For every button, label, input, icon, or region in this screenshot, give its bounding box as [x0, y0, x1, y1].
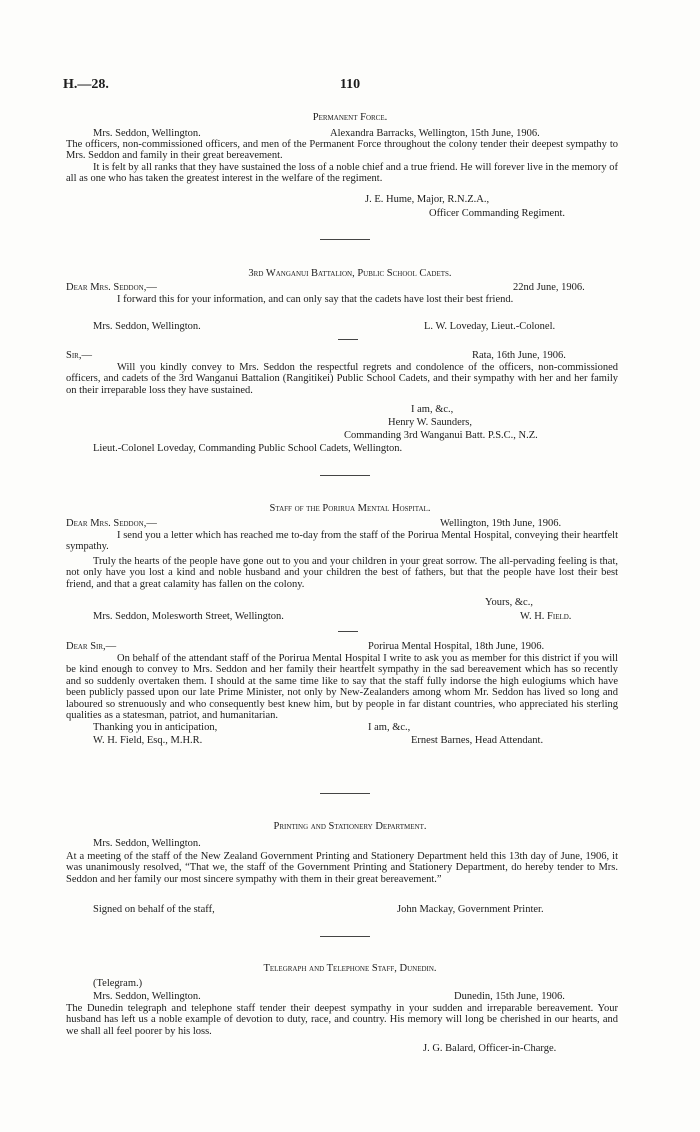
addressee: Mrs. Seddon, Wellington.: [93, 838, 201, 849]
place-date: Dunedin, 15th June, 1906.: [454, 991, 565, 1002]
letter-divider: [338, 339, 358, 340]
section-heading: Telegraph and Telephone Staff, Dunedin.: [263, 963, 437, 974]
place-date: Wellington, 19th June, 1906.: [440, 518, 562, 529]
addressee: W. H. Field, Esq., M.H.R.: [93, 735, 203, 746]
addressee: Mrs. Seddon, Molesworth Street, Wellington.: [93, 611, 284, 622]
addressee: Lieut.-Colonel Loveday, Commanding Public School Cadets, Wellington.: [93, 443, 403, 454]
salutation: Dear Mrs. Seddon,—: [66, 282, 157, 293]
addressee: Mrs. Seddon, Wellington.: [93, 991, 201, 1002]
addressee: Mrs. Seddon, Wellington.: [93, 128, 201, 139]
date: 22nd June, 1906.: [513, 282, 585, 293]
signature-title: Officer Commanding Regiment.: [429, 208, 565, 219]
salutation: Dear Mrs. Seddon,—: [66, 518, 157, 529]
letter-divider: [338, 631, 358, 632]
section-divider: [320, 793, 370, 794]
letter-paragraph: At a meeting of the staff of the New Zealand Government Printing and Stationery Department held this 13th day of June, 1906, it was unanimously resolved, “That we, the staff of the Government Printing and Stationery Department, do hereby tender to Mrs. Seddon and her family our most sincere sympathy with them in their great bereavement.”: [66, 851, 618, 885]
section-divider: [320, 475, 370, 476]
letter-paragraph: Truly the hearts of the people have gone out to you and your children in your great sorrow. The all-pervading feeling is that, not only have you lost a kind and noble husband and your children the best of fathers, but that the people have lost their best friend, and that a great calamity has fallen on the colony.: [66, 556, 618, 590]
section-heading: 3rd Wanganui Battalion, Public School Cadets.: [248, 268, 452, 279]
letter-paragraph: The Dunedin telegraph and telephone staff tender their deepest sympathy in your sudden and irreparable bereavement. Your husband has left us a noble example of devotion to duty, race, and country. His memory will long be cherished in our hearts, and we shall all feel poorer by his loss.: [66, 1003, 618, 1037]
letter-paragraph: On behalf of the attendant staff of the Porirua Mental Hospital I write to ask you as member for this district if you will be kind enough to convey to Mrs. Seddon and her family their heartfelt sympathy in the sad bereavement which has so recently and so suddenly overtaken them. I should at the same time like to say that the staff fully indorse the high eulogiums which have been publicly passed upon our late Prime Minister, not only by New-Zealanders among whom Mr. Seddon has lived so long and laboured so strenuously and who consequently best knew him, but by people in far distant countries, who appreciated his sterling qualities as a statesman, patriot, and humanitarian.: [66, 653, 618, 722]
letter-paragraph: The officers, non-commissioned officers, and men of the Permanent Force throughout the colony tender their deepest sympathy to Mrs. Seddon and family in their great bereavement.: [66, 139, 618, 162]
signature: Ernest Barnes, Head Attendant.: [411, 735, 544, 746]
closing: Yours, &c.,: [485, 597, 533, 608]
place-date: Rata, 16th June, 1906.: [472, 350, 566, 361]
signature: W. H. Field.: [520, 611, 572, 622]
letter-paragraph: It is felt by all ranks that they have sustained the loss of a noble chief and a true friend. He will forever live in the memory of all as one who has taken the greatest interest in the welfare of the regiment.: [66, 162, 618, 185]
place-date: Alexandra Barracks, Wellington, 15th June, 1906.: [330, 128, 540, 139]
salutation: Sir,—: [66, 350, 92, 361]
section-heading: Permanent Force.: [312, 112, 388, 123]
closing: I am, &c.,: [368, 722, 411, 733]
telegram-note: (Telegram.): [93, 978, 143, 989]
thanks-line: Thanking you in anticipation,: [93, 722, 218, 733]
signature: Henry W. Saunders,: [388, 417, 472, 428]
letter-paragraph: I send you a letter which has reached me to-day from the staff of the Porirua Mental Hospital, conveying their heartfelt sympathy.: [66, 530, 618, 553]
document-reference: H.—28.: [63, 77, 109, 92]
section-divider: [320, 936, 370, 937]
section-divider: [320, 239, 370, 240]
salutation: Dear Sir,—: [66, 641, 117, 652]
signature: J. E. Hume, Major, R.N.Z.A.,: [365, 194, 490, 205]
signature: L. W. Loveday, Lieut.-Colonel.: [424, 321, 556, 332]
signature: J. G. Balard, Officer-in-Charge.: [423, 1043, 557, 1054]
section-heading: Staff of the Porirua Mental Hospital.: [269, 503, 431, 514]
letter-paragraph: I forward this for your information, and can only say that the cadets have lost their best friend.: [117, 294, 514, 305]
place-date: Porirua Mental Hospital, 18th June, 1906.: [368, 641, 545, 652]
signature-title: Commanding 3rd Wanganui Batt. P.S.C., N.Z.: [344, 430, 538, 441]
page-number: 110: [339, 77, 361, 92]
signed-line: Signed on behalf of the staff,: [93, 904, 215, 915]
closing: I am, &c.,: [411, 404, 454, 415]
addressee: Mrs. Seddon, Wellington.: [93, 321, 201, 332]
signature: John Mackay, Government Printer.: [397, 904, 544, 915]
section-heading: Printing and Stationery Department.: [273, 821, 427, 832]
letter-paragraph: Will you kindly convey to Mrs. Seddon the respectful regrets and condolence of the officers, non-commissioned officers, and cadets of the 3rd Wanganui Battalion (Rangitikei) Public School Cadets, and their sympathy with her and her family on their irreparable loss they have sustained.: [66, 362, 618, 396]
